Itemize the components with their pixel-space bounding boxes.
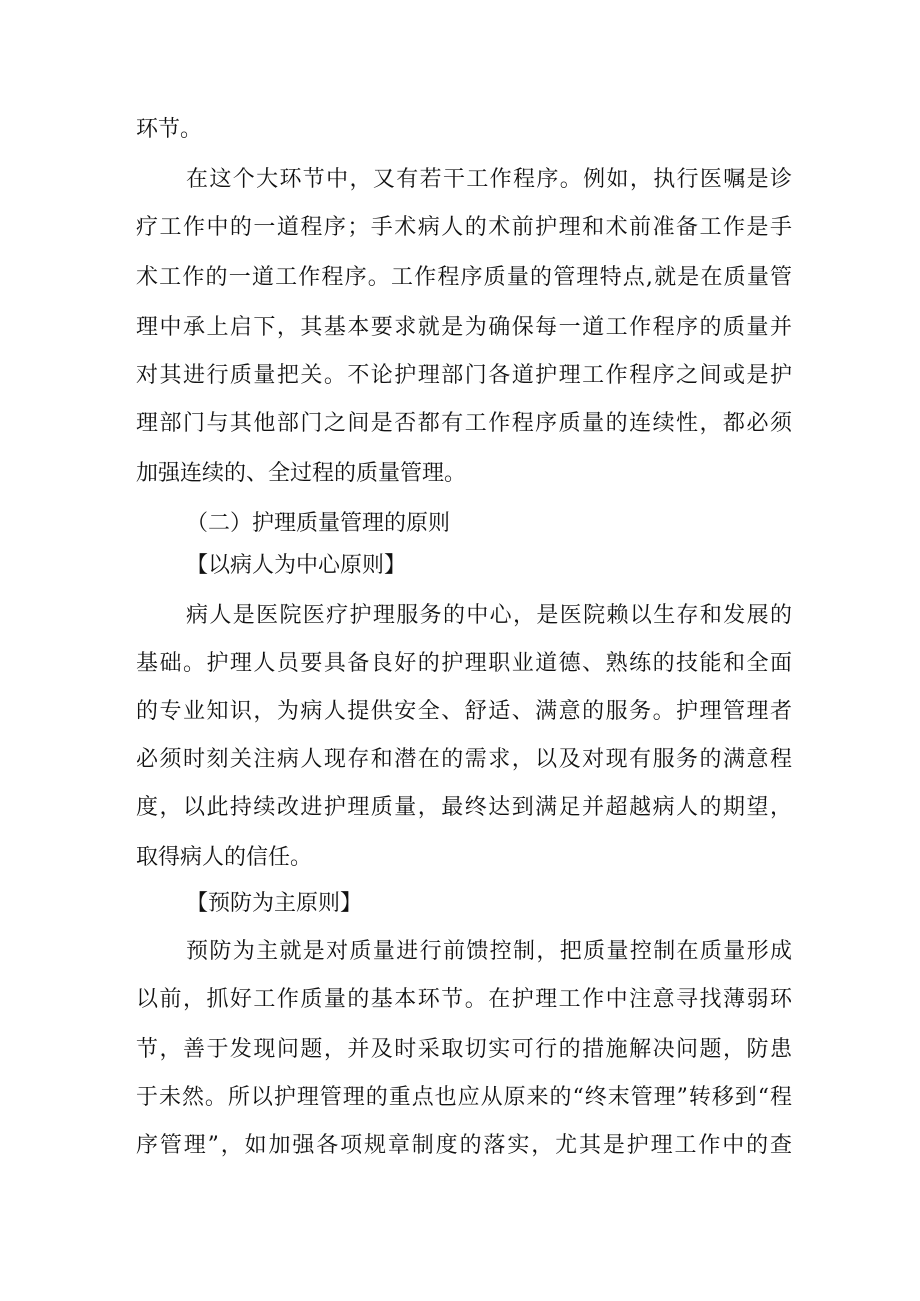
paragraph-line: 预防为主就是对质量进行前馈控制，把质量控制在质量形成 <box>186 939 792 964</box>
paragraph-line: 理部门与其他部门之间是否都有工作程序质量的连续性，都必须 <box>136 411 792 436</box>
paragraph-line: 病人是医院医疗护理服务的中心，是医院赖以生存和发展的 <box>186 603 792 628</box>
paragraph-line: 序管理”，如加强各项规章制度的落实，尤其是护理工作中的查 <box>136 1133 792 1158</box>
paragraph-line: 以前，抓好工作质量的基本环节。在护理工作中注意寻找薄弱环 <box>136 987 792 1012</box>
paragraph-line: 疗工作中的一道程序；手术病人的术前护理和术前准备工作是手 <box>136 215 792 240</box>
paragraph-line: 基础。护理人员要具备良好的护理职业道德、熟练的技能和全面 <box>136 651 792 676</box>
principle-title: 【预防为主原则】 <box>186 891 363 916</box>
principle-title: 【以病人为中心原则】 <box>186 553 407 578</box>
paragraph-line: 必须时刻关注病人现存和潜在的需求，以及对现有服务的满意程 <box>136 747 792 772</box>
paragraph-line: 于未然。所以护理管理的重点也应从原来的“终末管理”转移到“程 <box>136 1085 792 1110</box>
paragraph-line: 对其进行质量把关。不论护理部门各道护理工作程序之间或是护 <box>136 363 792 388</box>
section-heading: （二）护理质量管理的原则 <box>186 511 451 536</box>
paragraph-line: 节，善于发现问题，并及时采取切实可行的措施解决问题，防患 <box>136 1037 792 1062</box>
paragraph-line: 环节。 <box>136 117 203 142</box>
paragraph-line: 加强连续的、全过程的质量管理。 <box>136 461 467 486</box>
paragraph-line: 的专业知识，为病人提供安全、舒适、满意的服务。护理管理者 <box>136 699 792 724</box>
paragraph-line: 度，以此持续改进护理质量，最终达到满足并超越病人的期望， <box>136 795 792 820</box>
paragraph-line: 理中承上启下，其基本要求就是为确保每一道工作程序的质量并 <box>136 315 792 340</box>
paragraph-line: 取得病人的信任。 <box>136 845 313 870</box>
paragraph-line: 术工作的一道工作程序。工作程序质量的管理特点,就是在质量管 <box>136 265 792 290</box>
paragraph-line: 在这个大环节中，又有若干工作程序。例如，执行医嘱是诊 <box>186 167 792 192</box>
